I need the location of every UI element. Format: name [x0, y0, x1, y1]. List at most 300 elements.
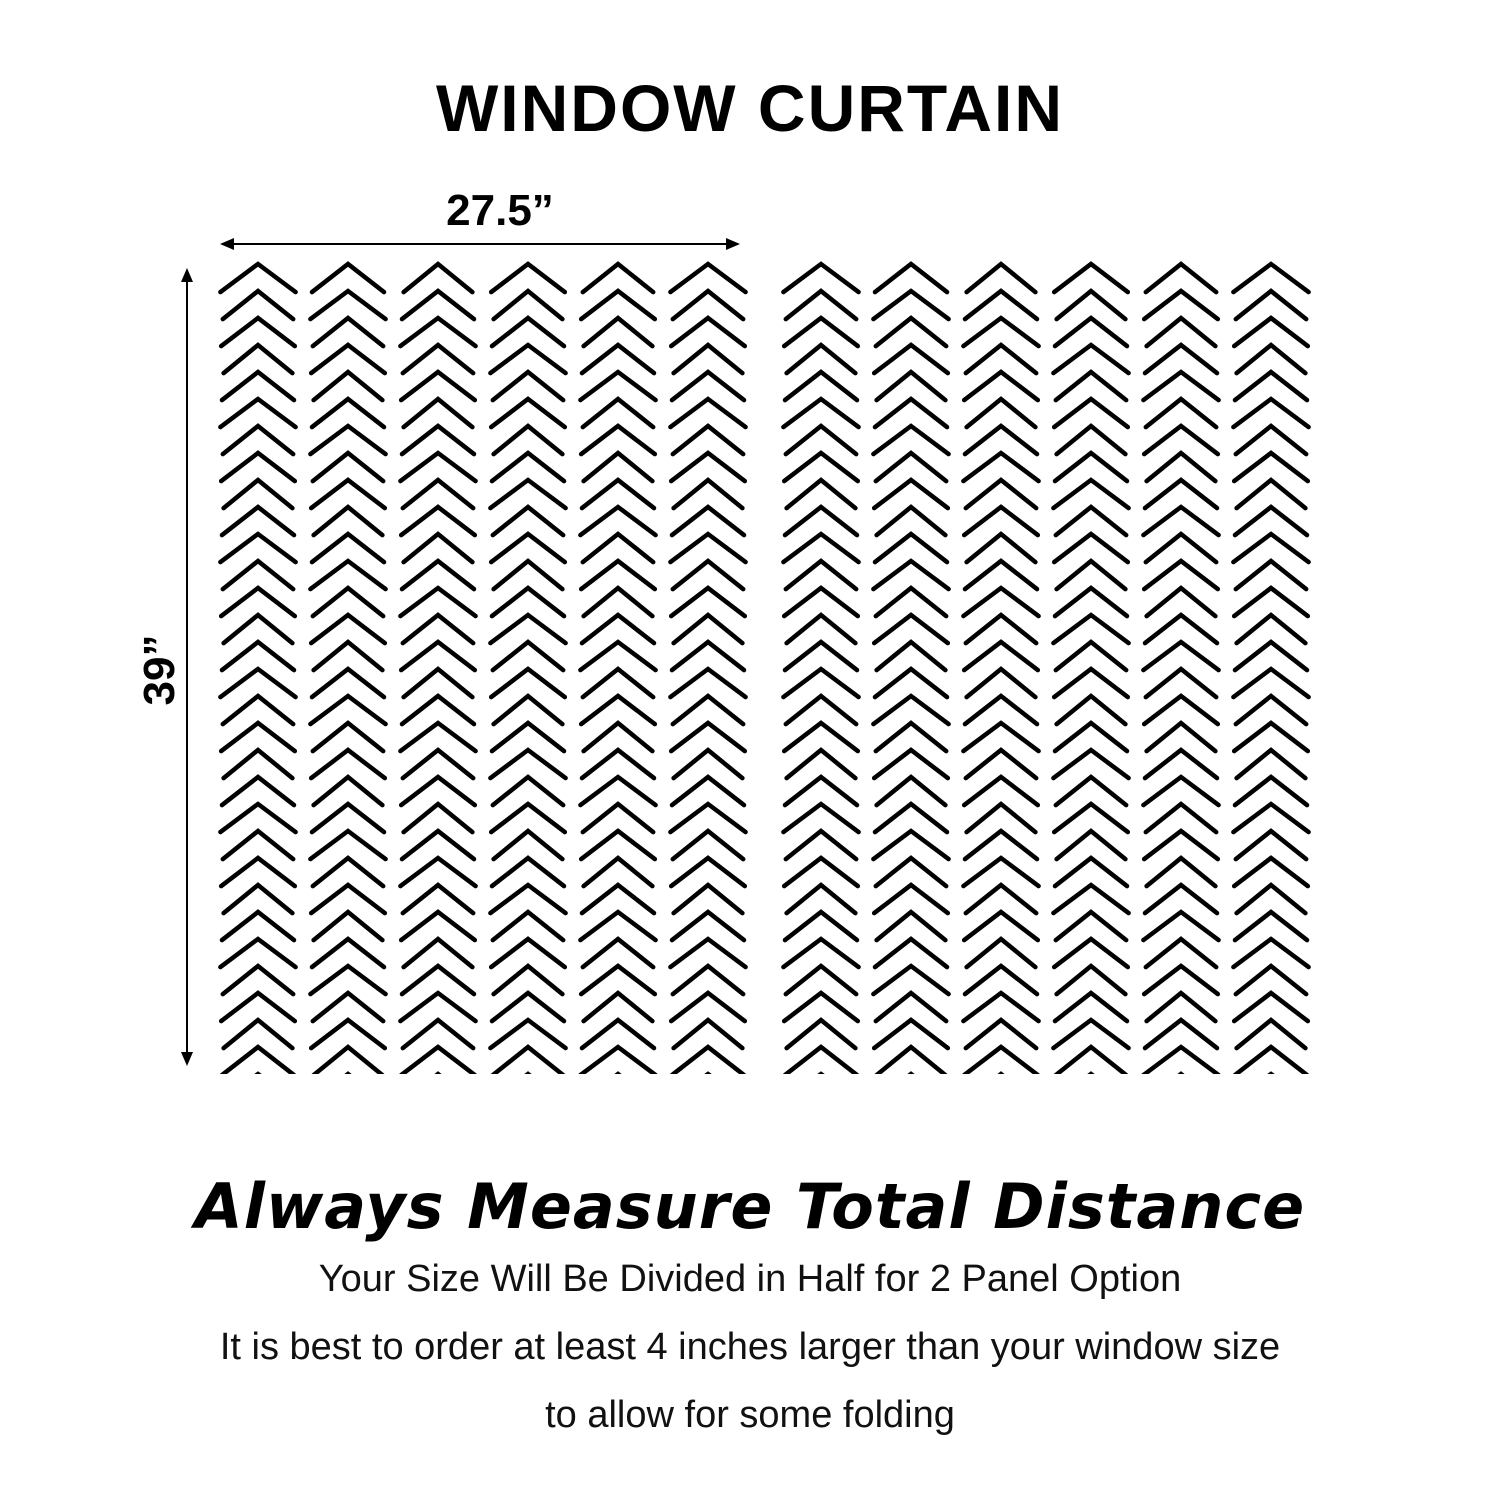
chevron-mark: [1053, 615, 1128, 643]
chevron-mark: [490, 750, 565, 778]
chevron-mark: [964, 1047, 1038, 1074]
chevron-mark: [1143, 507, 1218, 535]
chevron-mark: [580, 912, 655, 940]
chevron-mark: [401, 777, 475, 805]
chevron-mark: [1055, 723, 1127, 751]
chevron-mark: [311, 750, 385, 778]
chevron-mark: [784, 993, 858, 1021]
chevron-mark: [1234, 318, 1308, 346]
chevron-mark: [967, 669, 1036, 697]
chevron-mark: [1143, 372, 1218, 400]
chevron-mark: [1053, 480, 1128, 508]
chevron-mark: [1147, 588, 1216, 616]
chevron-mark: [673, 831, 743, 859]
chevron-mark: [404, 939, 473, 967]
chevron-mark: [402, 291, 474, 319]
chevron-mark: [1053, 345, 1128, 373]
chevron-mark: [1053, 1020, 1128, 1048]
chevron-mark: [963, 318, 1038, 346]
chevron-mark: [581, 291, 655, 319]
chevron-mark: [966, 885, 1036, 913]
chevron-mark: [787, 480, 856, 508]
chevron-mark: [584, 858, 653, 886]
chevron-mark: [494, 561, 563, 589]
chevron-mark: [787, 615, 856, 643]
chevron-mark: [1146, 939, 1216, 967]
chevron-mark: [786, 696, 856, 724]
chevron-mark: [313, 858, 383, 886]
chevron-mark: [876, 993, 946, 1021]
chevron-mark: [786, 561, 856, 589]
chevron-mark: [673, 291, 743, 319]
chevron-mark: [786, 831, 856, 859]
chevron-mark: [965, 561, 1037, 589]
chevron-mark: [311, 345, 385, 373]
chevron-mark: [1056, 912, 1126, 940]
chevron-mark: [1236, 426, 1306, 454]
chevron-mark: [223, 426, 293, 454]
chevron-mark: [494, 426, 563, 454]
chevron-mark: [310, 291, 385, 319]
chevron-mark: [222, 372, 294, 400]
page-title: WINDOW CURTAIN: [436, 71, 1064, 145]
chevron-mark: [404, 399, 473, 427]
chevron-mark: [670, 399, 745, 427]
chevron-mark: [1145, 480, 1217, 508]
chevron-mark: [1144, 426, 1218, 454]
chevron-mark: [674, 615, 743, 643]
chevron-mark: [786, 966, 856, 994]
chevron-mark: [224, 750, 293, 778]
chevron-mark: [966, 1020, 1036, 1048]
chevron-mark: [1237, 480, 1306, 508]
chevron-mark: [787, 1020, 856, 1048]
chevron-mark: [784, 723, 858, 751]
chevron-mark: [783, 399, 858, 427]
chevron-mark: [963, 993, 1038, 1021]
chevron-mark: [786, 426, 856, 454]
chevron-mark: [312, 939, 384, 967]
chevron-mark: [1236, 966, 1306, 994]
chevron-mark: [492, 993, 564, 1021]
chevron-mark: [1143, 1047, 1218, 1074]
chevron-mark: [584, 318, 653, 346]
chevron-mark: [581, 966, 655, 994]
chevron-mark: [1056, 777, 1126, 805]
chevron-mark: [582, 885, 654, 913]
chevron-mark: [1057, 831, 1126, 859]
chevron-mark: [673, 696, 743, 724]
chevron-mark: [403, 480, 473, 508]
chevron-mark: [1236, 291, 1306, 319]
chevron-mark: [493, 642, 563, 670]
chevron-mark: [1054, 939, 1128, 967]
chevron-mark: [965, 696, 1037, 724]
chevron-mark: [787, 345, 856, 373]
chevron-mark: [1055, 858, 1127, 886]
chevron-mark: [1054, 264, 1128, 292]
chevron-mark: [1145, 750, 1217, 778]
chevron-mark: [404, 264, 473, 292]
chevron-mark: [783, 939, 858, 967]
chevron-mark: [313, 993, 383, 1021]
chevron-mark: [673, 966, 743, 994]
chevron-mark: [1057, 291, 1126, 319]
chevron-mark: [964, 642, 1038, 670]
chevron-mark: [580, 372, 655, 400]
chevron-mark: [874, 345, 948, 373]
chevron-mark: [671, 723, 745, 751]
chevron-mark: [1055, 318, 1127, 346]
chevron-mark: [490, 480, 565, 508]
chevron-mark: [313, 318, 383, 346]
chevron-mark: [401, 912, 475, 940]
chevron-mark: [963, 723, 1038, 751]
chevron-mark: [965, 426, 1037, 454]
chevron-mark: [967, 534, 1036, 562]
chevron-mark: [671, 588, 745, 616]
chevron-mark: [1236, 696, 1306, 724]
headline: Always Measure Total Distance: [194, 1170, 1306, 1243]
chevron-mark: [584, 588, 653, 616]
chevron-mark: [875, 399, 947, 427]
chevron-mark: [873, 696, 948, 724]
chevron-mark: [967, 399, 1036, 427]
chevron-mark: [674, 480, 743, 508]
chevron-mark: [402, 831, 474, 859]
chevron-mark: [312, 534, 384, 562]
chevron-mark: [1146, 804, 1216, 832]
chevron-mark: [312, 399, 384, 427]
chevron-mark: [1056, 507, 1126, 535]
chevron-mark: [876, 453, 946, 481]
chevron-mark: [965, 831, 1037, 859]
chevron-mark: [672, 1047, 744, 1074]
chevron-mark: [1054, 534, 1128, 562]
chevron-mark: [312, 804, 384, 832]
chevron-mark: [401, 1047, 475, 1074]
chevron-mark: [1146, 264, 1216, 292]
chevron-mark: [1147, 453, 1216, 481]
chevron-mark: [222, 507, 294, 535]
chevron-mark: [400, 723, 475, 751]
chevron-mark: [1146, 534, 1216, 562]
width-arrow: [220, 238, 740, 250]
chevron-mark: [224, 345, 293, 373]
chevron-mark: [582, 1020, 654, 1048]
chevron-mark: [491, 534, 565, 562]
chevron-mark: [876, 858, 946, 886]
chevron-mark: [400, 318, 475, 346]
chevron-mark: [670, 534, 745, 562]
chevron-mark: [1055, 993, 1127, 1021]
chevron-mark: [314, 1047, 383, 1074]
chevron-mark: [221, 858, 295, 886]
chevron-mark: [221, 588, 295, 616]
chevron-mark: [1054, 669, 1128, 697]
chevron-mark: [492, 318, 564, 346]
chevron-mark: [581, 426, 655, 454]
note-line-3: to allow for some folding: [545, 1394, 955, 1436]
chevron-mark: [875, 804, 947, 832]
chevron-mark: [491, 939, 565, 967]
chevron-mark: [670, 804, 745, 832]
chevron-mark: [1237, 750, 1306, 778]
chevron-mark: [221, 723, 295, 751]
chevron-mark: [403, 885, 473, 913]
chevron-mark: [314, 507, 383, 535]
chevron-mark: [784, 318, 858, 346]
chevron-mark: [221, 453, 295, 481]
chevron-mark: [493, 372, 563, 400]
chevron-mark: [1054, 399, 1128, 427]
chevron-mark: [582, 480, 654, 508]
chevron-mark: [877, 777, 946, 805]
chevron-mark: [875, 264, 947, 292]
chevron-mark: [493, 507, 563, 535]
chevron-mark: [963, 453, 1038, 481]
chevron-mark: [1056, 642, 1126, 670]
chevron-mark: [783, 264, 858, 292]
chevron-mark: [1237, 345, 1306, 373]
chevron-mark: [876, 723, 946, 751]
chevron-mark: [1146, 669, 1216, 697]
chevron-mark: [873, 831, 948, 859]
chevron-mark: [672, 372, 744, 400]
chevron-mark: [674, 885, 743, 913]
chevron-mark: [493, 1047, 563, 1074]
chevron-mark: [583, 939, 653, 967]
chevron-mark: [492, 588, 564, 616]
chevron-mark: [1056, 372, 1126, 400]
chevron-mark: [873, 561, 948, 589]
chevron-mark: [1237, 1020, 1306, 1048]
chevron-mark: [1147, 723, 1216, 751]
chevron-mark: [1056, 1047, 1126, 1074]
chevron-mark: [494, 831, 563, 859]
chevron-mark: [1235, 912, 1307, 940]
chevron-mark: [672, 642, 744, 670]
chevron-mark: [785, 642, 857, 670]
chevron-mark: [220, 669, 295, 697]
chevron-mark: [963, 588, 1038, 616]
chevron-mark: [787, 750, 856, 778]
chevron-mark: [491, 399, 565, 427]
chevron-mark: [314, 777, 383, 805]
chevron-mark: [580, 777, 655, 805]
chevron-pattern-left: [210, 258, 750, 1074]
chevron-mark: [785, 777, 857, 805]
chevron-mark: [1147, 993, 1216, 1021]
chevron-mark: [671, 453, 745, 481]
chevron-mark: [877, 507, 946, 535]
chevron-mark: [672, 507, 744, 535]
chevron-mark: [1146, 399, 1216, 427]
chevron-mark: [314, 372, 383, 400]
chevron-mark: [224, 885, 293, 913]
chevron-mark: [220, 939, 295, 967]
chevron-mark: [494, 291, 563, 319]
chevron-mark: [877, 1047, 946, 1074]
chevron-mark: [964, 912, 1038, 940]
chevron-mark: [580, 507, 655, 535]
chevron-mark: [581, 561, 655, 589]
chevron-mark: [670, 939, 745, 967]
chevron-mark: [964, 777, 1038, 805]
chevron-mark: [220, 534, 295, 562]
chevron-mark: [492, 723, 564, 751]
chevron-mark: [671, 858, 745, 886]
chevron-mark: [222, 642, 294, 670]
chevron-mark: [490, 1020, 565, 1048]
chevron-mark: [670, 669, 745, 697]
chevron-mark: [403, 615, 473, 643]
chevron-mark: [1144, 831, 1218, 859]
chevron-mark: [314, 912, 383, 940]
chevron-mark: [784, 588, 858, 616]
chevron-mark: [1237, 615, 1306, 643]
chevron-mark: [1057, 966, 1126, 994]
chevron-mark: [787, 885, 856, 913]
chevron-mark: [1233, 804, 1308, 832]
chevron-mark: [490, 615, 565, 643]
chevron-mark: [493, 912, 563, 940]
chevron-mark: [311, 1020, 385, 1048]
chevron-mark: [1054, 804, 1128, 832]
chevron-mark: [224, 1020, 293, 1048]
chevron-mark: [964, 507, 1038, 535]
width-dimension-label: 27.5”: [446, 186, 554, 235]
chevron-mark: [580, 1047, 655, 1074]
chevron-mark: [402, 966, 474, 994]
chevron-mark: [1235, 1047, 1307, 1074]
chevron-stripes: [783, 264, 1308, 1074]
chevron-mark: [221, 318, 295, 346]
chevron-stripes: [220, 264, 745, 1074]
chevron-mark: [786, 291, 856, 319]
chevron-mark: [964, 372, 1038, 400]
chevron-mark: [874, 750, 948, 778]
chevron-mark: [491, 264, 565, 292]
chevron-mark: [494, 966, 563, 994]
chevron-mark: [1145, 345, 1217, 373]
chevron-mark: [671, 318, 745, 346]
chevron-mark: [403, 1020, 473, 1048]
chevron-mark: [224, 615, 293, 643]
chevron-mark: [400, 588, 475, 616]
chevron-mark: [783, 669, 858, 697]
chevron-mark: [583, 534, 653, 562]
chevron-mark: [875, 939, 947, 967]
chevron-mark: [490, 345, 565, 373]
chevron-mark: [310, 696, 385, 724]
chevron-mark: [1235, 777, 1307, 805]
chevron-mark: [402, 696, 474, 724]
chevron-mark: [221, 993, 295, 1021]
chevron-mark: [877, 372, 946, 400]
chevron-mark: [223, 966, 293, 994]
chevron-mark: [877, 912, 946, 940]
chevron-mark: [1145, 615, 1217, 643]
chevron-mark: [873, 426, 948, 454]
chevron-mark: [582, 750, 654, 778]
chevron-mark: [311, 885, 385, 913]
chevron-mark: [784, 453, 858, 481]
chevron-mark: [1233, 534, 1308, 562]
chevron-mark: [785, 507, 857, 535]
chevron-mark: [400, 993, 475, 1021]
chevron-mark: [875, 669, 947, 697]
chevron-mark: [583, 399, 653, 427]
chevron-pattern-right: [773, 258, 1313, 1074]
chevron-mark: [671, 993, 745, 1021]
chevron-mark: [674, 750, 743, 778]
chevron-mark: [963, 858, 1038, 886]
chevron-mark: [674, 1020, 743, 1048]
chevron-mark: [310, 831, 385, 859]
chevron-mark: [223, 291, 293, 319]
chevron-mark: [583, 669, 653, 697]
chevron-mark: [313, 453, 383, 481]
chevron-mark: [1143, 642, 1218, 670]
chevron-mark: [224, 480, 293, 508]
chevron-mark: [1234, 723, 1308, 751]
chevron-mark: [310, 966, 385, 994]
chevron-mark: [583, 264, 653, 292]
chevron-mark: [580, 642, 655, 670]
chevron-mark: [1233, 669, 1308, 697]
chevron-mark: [1235, 372, 1307, 400]
chevron-mark: [581, 831, 655, 859]
chevron-mark: [877, 642, 946, 670]
chevron-mark: [783, 804, 858, 832]
curtain-panel-left: [210, 258, 750, 1074]
chevron-mark: [673, 561, 743, 589]
chevron-mark: [312, 669, 384, 697]
chevron-mark: [1057, 561, 1126, 589]
chevron-mark: [1234, 453, 1308, 481]
chevron-mark: [222, 912, 294, 940]
chevron-mark: [583, 804, 653, 832]
chevron-mark: [311, 615, 385, 643]
chevron-mark: [1143, 912, 1218, 940]
chevron-mark: [1236, 561, 1306, 589]
chevron-mark: [1144, 561, 1218, 589]
chevron-mark: [493, 777, 563, 805]
chevron-mark: [404, 534, 473, 562]
chevron-mark: [491, 669, 565, 697]
chevron-mark: [492, 453, 564, 481]
chevron-mark: [584, 993, 653, 1021]
chevron-mark: [584, 453, 653, 481]
chevron-mark: [1234, 858, 1308, 886]
chevron-mark: [874, 1020, 948, 1048]
chevron-mark: [672, 912, 744, 940]
chevron-mark: [967, 939, 1036, 967]
chevron-mark: [401, 642, 475, 670]
chevron-mark: [873, 291, 948, 319]
chevron-mark: [785, 372, 857, 400]
chevron-mark: [783, 534, 858, 562]
curtain-panel-right: [773, 258, 1313, 1074]
chevron-mark: [491, 804, 565, 832]
chevron-mark: [1144, 291, 1218, 319]
chevron-mark: [1144, 696, 1218, 724]
chevron-mark: [966, 750, 1036, 778]
chevron-mark: [222, 1047, 294, 1074]
chevron-mark: [223, 831, 293, 859]
chevron-mark: [1233, 939, 1308, 967]
